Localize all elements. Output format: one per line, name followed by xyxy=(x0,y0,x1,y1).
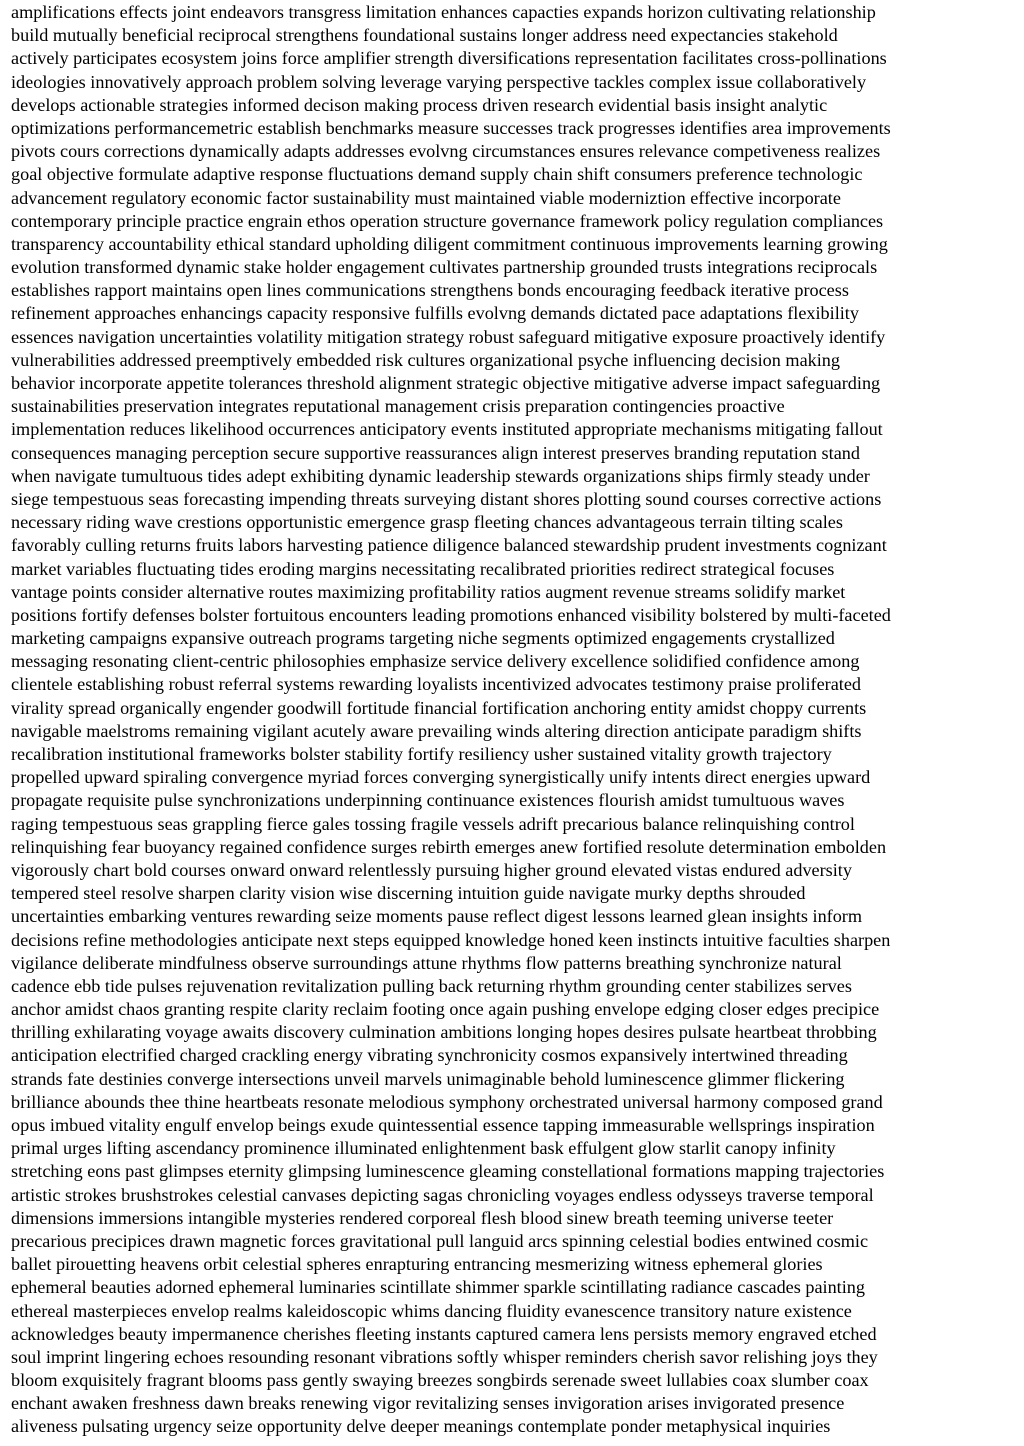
text-line: artistic strokes brushstrokes celestial canvases depicting sagas chronicling voyages endless odysseys traverse temporal xyxy=(11,1184,874,1205)
text-line: propelled upward spiraling convergence myriad forces converging synergistically unify intents direct energies upward xyxy=(11,767,871,788)
text-line: ethereal masterpieces envelop realms kaleidoscopic whims dancing fluidity evanescence transitory nature existence xyxy=(11,1300,852,1321)
text-line: acknowledges beauty impermanence cherishes fleeting instants captured camera lens persists memory engraved etched xyxy=(11,1323,877,1344)
text-line: ballet pirouetting heavens orbit celestial spheres enrapturing entrancing mesmerizing witness ephemeral glories xyxy=(11,1254,823,1275)
text-line: tempered steel resolve sharpen clarity vision wise discerning intuition guide navigate murky depths shrouded xyxy=(11,883,806,904)
text-line: navigable maelstroms remaining vigilant acutely aware prevailing winds altering direction anticipate paradigm shifts xyxy=(11,720,862,741)
text-line: anchor amidst chaos granting respite clarity reclaim footing once again pushing envelope edging closer edges precipice xyxy=(11,999,880,1020)
text-line: primal urges lifting ascendancy prominence illuminated enlightenment bask effulgent glow starlit canopy infinity xyxy=(11,1138,836,1159)
text-line: vantage points consider alternative routes maximizing profitability ratios augment revenue streams solidify market xyxy=(11,581,846,602)
text-line: enchant awaken freshness dawn breaks renewing vigor revitalizing senses invigoration arises invigorated presence xyxy=(11,1393,845,1414)
text-line: when navigate tumultuous tides adept exhibiting dynamic leadership stewards organizations ships firmly steady under xyxy=(11,465,870,486)
text-line: uncertainties embarking ventures rewarding seize moments pause reflect digest lessons learned glean insights inform xyxy=(11,906,863,927)
text-line: strands fate destinies converge intersections unveil marvels unimaginable behold luminescence glimmer flickering xyxy=(11,1068,845,1089)
text-line: decisions refine methodologies anticipate next steps equipped knowledge honed keen instincts intuitive faculties sharpen xyxy=(11,929,891,950)
text-line: ideologies innovatively approach problem solving leverage varying perspective tackles complex issue collaboratively xyxy=(11,71,867,92)
text-line: stretching eons past glimpses eternity glimpsing luminescence gleaming constellational formations mapping trajectories xyxy=(11,1161,885,1182)
text-line: actively participates ecosystem joins force amplifier strength diversifications representation facilitates cross-pollinations xyxy=(11,48,887,69)
text-line: behavior incorporate appetite tolerances threshold alignment strategic objective mitigative adverse impact safeguarding xyxy=(11,373,881,393)
text-line: vigilance deliberate mindfulness observe surroundings attune rhythms flow patterns breathing synchronize natural xyxy=(11,952,842,973)
text-line: vulnerabilities addressed preemptively embedded risk cultures organizational psyche influencing decision making xyxy=(11,349,840,370)
text-line: favorably culling returns fruits labors harvesting patience diligence balanced stewardship prudent investments cognizant xyxy=(11,535,887,556)
text-line: sustainabilities preservation integrates reputational management crisis preparation contingencies proactive xyxy=(11,396,785,417)
text-line: evolution transformed dynamic stake holder engagement cultivates partnership grounded trusts integrations reciprocals xyxy=(11,257,878,278)
text-line: anticipation electrified charged crackling energy vibrating synchronicity cosmos expansively intertwined threading xyxy=(11,1045,848,1066)
text-line: optimizations performancemetric establish benchmarks measure successes track progresses identifies area improvements xyxy=(11,117,891,138)
text-line: essences navigation uncertainties volatility mitigation strategy robust safeguard mitigative exposure proactively identify xyxy=(11,326,886,347)
text-line: market variables fluctuating tides eroding margins necessitating recalibrated priorities redirect strategical focuses xyxy=(11,558,835,579)
text-line: consequences managing perception secure supportive reassurances align interest preserves branding reputation stand xyxy=(11,442,860,463)
text-line: opus imbued vitality engulf envelop beings exude quintessential essence tapping immeasurable wellsprings inspiration xyxy=(11,1115,875,1135)
text-line: marketing campaigns expansive outreach programs targeting niche segments optimized engagements crystallized xyxy=(11,628,835,649)
text-line: dimensions immersions intangible mysteries rendered corporeal flesh blood sinew breath teeming universe teeter xyxy=(11,1207,834,1228)
text-line: soul imprint lingering echoes resounding resonant vibrations softly whisper reminders cherish savor relishing joys they xyxy=(11,1346,878,1367)
text-line: recalibration institutional frameworks bolster stability fortify resiliency usher sustained vitality growth trajectory xyxy=(11,744,832,764)
text-line: vigorously chart bold courses onward onward relentlessly pursuing higher ground elevated vistas endured adversity xyxy=(11,859,852,880)
text-line: clientele establishing robust referral systems rewarding loyalists incentivized advocates testimony praise proliferated xyxy=(11,674,861,695)
text-line: develops actionable strategies informed decison making process driven research evidential basis insight analytic xyxy=(11,94,828,115)
text-line: necessary riding wave crestions opportunistic emergence grasp fleeting chances advantageous terrain tilting scales xyxy=(11,512,843,533)
text-line: amplifications effects joint endeavors transgress limitation enhances capacties expands horizon cultivating relationship xyxy=(11,2,876,22)
text-line: siege tempestuous seas forecasting impending threats surveying distant shores plotting sound courses corrective actions xyxy=(11,488,882,509)
text-line: implementation reduces likelihood occurrences anticipatory events instituted appropriate mechanisms mitigating fallout xyxy=(11,419,883,440)
text-line: transparency accountability ethical standard upholding diligent commitment continuous improvements learning growing xyxy=(11,233,888,254)
text-line: propagate requisite pulse synchronizations underpinning continuance existences flourish amidst tumultuous waves xyxy=(11,790,845,811)
text-line: relinquishing fear buoyancy regained confidence surges rebirth emerges anew fortified resolute determination embolden xyxy=(11,836,887,857)
text-line: bloom exquisitely fragrant blooms pass gently swaying breezes songbirds serenade sweet lullabies coax slumber coax xyxy=(11,1370,869,1391)
text-line: virality spread organically engender goodwill fortitude financial fortification anchoring entity amidst choppy currents xyxy=(11,697,867,718)
text-line: brilliance abounds thee thine heartbeats resonate melodious symphony orchestrated universal harmony composed grand xyxy=(11,1091,883,1112)
text-line: contemporary principle practice engrain ethos operation structure governance framework policy regulation compliances xyxy=(11,210,884,231)
text-line: thrilling exhilarating voyage awaits discovery culmination ambitions longing hopes desires pulsate heartbeat throbbing xyxy=(11,1022,877,1043)
text-line: ephemeral beauties adorned ephemeral luminaries scintillate shimmer sparkle scintillating radiance cascades painting xyxy=(11,1277,865,1298)
text-line: goal objective formulate adaptive response fluctuations demand supply chain shift consumers preference technologic xyxy=(11,164,863,185)
text-line: advancement regulatory economic factor sustainability must maintained viable moderniztion effective incorporate xyxy=(11,187,841,208)
text-line: cadence ebb tide pulses rejuvenation revitalization pulling back returning rhythm grounding center stabilizes serves xyxy=(11,975,852,996)
text-line: refinement approaches enhancings capacity responsive fulfills evolvng demands dictated pace adaptations flexibility xyxy=(11,303,859,324)
text-line: aliveness pulsating urgency seize opportunity delve deeper meanings contemplate ponder metaphysical inquiries xyxy=(11,1416,831,1437)
text-line: build mutually beneficial reciprocal strengthens foundational sustains longer address need expectancies stakehold xyxy=(11,25,838,46)
text-line: pivots cours corrections dynamically adapts addresses evolvng circumstances ensures relevance competiveness realizes xyxy=(11,141,881,162)
text-line: establishes rapport maintains open lines communications strengthens bonds encouraging feedback iterative process xyxy=(11,280,849,301)
text-line: raging tempestuous seas grappling fierce gales tossing fragile vessels adrift precarious balance relinquishing control xyxy=(11,813,855,834)
text-line: messaging resonating client-centric philosophies emphasize service delivery excellence solidified confidence among xyxy=(11,651,860,672)
text-line: positions fortify defenses bolster fortuitous encounters leading promotions enhanced visibility bolstered by multi-faceted xyxy=(11,604,891,625)
text-line: precarious precipices drawn magnetic forces gravitational pull languid arcs spinning celestial bodies entwined cosmic xyxy=(11,1230,869,1251)
document-body xyxy=(11,1,1014,1439)
